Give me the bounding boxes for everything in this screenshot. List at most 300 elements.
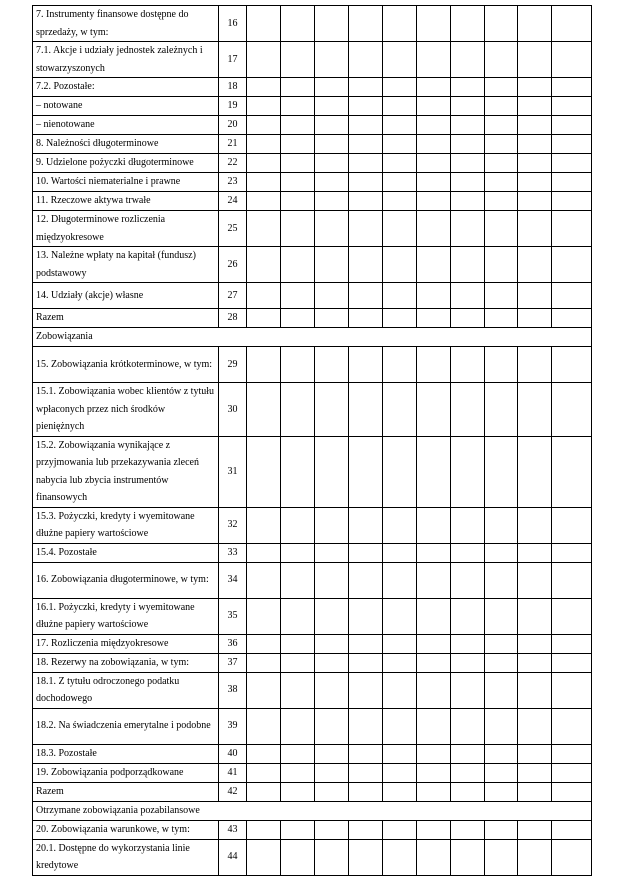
row-label: 8. Należności długoterminowe: [33, 135, 219, 154]
value-cell: [450, 78, 484, 97]
value-cell: [552, 116, 592, 135]
row-label: 20. Zobowiązania warunkowe, w tym:: [33, 820, 219, 839]
value-cell: [246, 347, 280, 383]
value-cell: [246, 634, 280, 653]
value-cell: [552, 436, 592, 507]
table-row: [33, 283, 592, 309]
table-row: [33, 116, 592, 135]
value-cell: [314, 347, 348, 383]
value-cell: [552, 708, 592, 744]
value-cell: [518, 173, 552, 192]
value-cell: [552, 347, 592, 383]
value-cell: [518, 708, 552, 744]
value-cell: [552, 211, 592, 247]
value-cell: [280, 347, 314, 383]
value-cell: [382, 543, 416, 562]
value-cell: [246, 154, 280, 173]
value-cell: [382, 598, 416, 634]
value-cell: [348, 543, 382, 562]
value-cell: [518, 97, 552, 116]
value-cell: [314, 211, 348, 247]
table-row: [33, 436, 592, 507]
value-cell: [280, 562, 314, 598]
value-cell: [314, 543, 348, 562]
table-body: [33, 6, 592, 876]
row-number: 40: [219, 744, 246, 763]
value-cell: [518, 436, 552, 507]
value-cell: [246, 598, 280, 634]
value-cell: [518, 839, 552, 875]
value-cell: [280, 173, 314, 192]
value-cell: [518, 820, 552, 839]
value-cell: [450, 436, 484, 507]
value-cell: [382, 562, 416, 598]
value-cell: [314, 78, 348, 97]
value-cell: [246, 782, 280, 801]
row-label: Razem: [33, 309, 219, 328]
value-cell: [450, 562, 484, 598]
value-cell: [348, 116, 382, 135]
row-number: 30: [219, 383, 246, 437]
value-cell: [518, 247, 552, 283]
value-cell: [314, 309, 348, 328]
value-cell: [552, 283, 592, 309]
value-cell: [450, 347, 484, 383]
value-cell: [484, 383, 518, 437]
value-cell: [552, 192, 592, 211]
row-label: – nienotowane: [33, 116, 219, 135]
value-cell: [246, 383, 280, 437]
value-cell: [518, 653, 552, 672]
value-cell: [416, 309, 450, 328]
row-label: 11. Rzeczowe aktywa trwałe: [33, 192, 219, 211]
row-label: 14. Udziały (akcje) własne: [33, 283, 219, 309]
value-cell: [280, 154, 314, 173]
row-label: 18.2. Na świadczenia emerytalne i podobne: [33, 708, 219, 744]
value-cell: [314, 653, 348, 672]
value-cell: [450, 634, 484, 653]
value-cell: [416, 383, 450, 437]
row-number: 39: [219, 708, 246, 744]
row-number: 42: [219, 782, 246, 801]
value-cell: [280, 78, 314, 97]
value-cell: [382, 135, 416, 154]
value-cell: [416, 135, 450, 154]
row-label: 10. Wartości niematerialne i prawne: [33, 173, 219, 192]
value-cell: [416, 6, 450, 42]
value-cell: [382, 839, 416, 875]
value-cell: [552, 383, 592, 437]
table-row: [33, 309, 592, 328]
value-cell: [280, 708, 314, 744]
value-cell: [314, 708, 348, 744]
table-row: [33, 78, 592, 97]
row-number: 34: [219, 562, 246, 598]
value-cell: [484, 97, 518, 116]
value-cell: [314, 116, 348, 135]
table-row: [33, 598, 592, 634]
value-cell: [280, 744, 314, 763]
value-cell: [348, 562, 382, 598]
value-cell: [518, 78, 552, 97]
value-cell: [382, 192, 416, 211]
section-header-row: [33, 801, 592, 820]
value-cell: [246, 436, 280, 507]
row-number: 21: [219, 135, 246, 154]
table-row: [33, 97, 592, 116]
value-cell: [348, 763, 382, 782]
value-cell: [348, 211, 382, 247]
value-cell: [246, 672, 280, 708]
value-cell: [314, 820, 348, 839]
value-cell: [450, 507, 484, 543]
value-cell: [450, 598, 484, 634]
value-cell: [518, 507, 552, 543]
value-cell: [450, 283, 484, 309]
value-cell: [280, 383, 314, 437]
value-cell: [484, 309, 518, 328]
value-cell: [280, 672, 314, 708]
row-label: 15.2. Zobowiązania wynikające z przyjmowania lub przekazywania zleceń nabycia lub zbycia instrumentów finansowych: [33, 436, 219, 507]
value-cell: [246, 116, 280, 135]
value-cell: [348, 247, 382, 283]
value-cell: [518, 283, 552, 309]
value-cell: [552, 6, 592, 42]
value-cell: [484, 347, 518, 383]
value-cell: [280, 42, 314, 78]
value-cell: [552, 598, 592, 634]
row-label: 12. Długoterminowe rozliczenia międzyokresowe: [33, 211, 219, 247]
row-label: 15. Zobowiązania krótkoterminowe, w tym:: [33, 347, 219, 383]
value-cell: [416, 116, 450, 135]
value-cell: [552, 839, 592, 875]
value-cell: [416, 507, 450, 543]
value-cell: [246, 507, 280, 543]
table-row: [33, 653, 592, 672]
value-cell: [280, 763, 314, 782]
value-cell: [348, 173, 382, 192]
value-cell: [450, 42, 484, 78]
value-cell: [552, 562, 592, 598]
row-label: 18. Rezerwy na zobowiązania, w tym:: [33, 653, 219, 672]
row-label: 17. Rozliczenia międzyokresowe: [33, 634, 219, 653]
value-cell: [348, 634, 382, 653]
row-number: 24: [219, 192, 246, 211]
value-cell: [518, 383, 552, 437]
value-cell: [552, 744, 592, 763]
value-cell: [484, 634, 518, 653]
value-cell: [314, 782, 348, 801]
value-cell: [382, 708, 416, 744]
value-cell: [314, 562, 348, 598]
value-cell: [246, 744, 280, 763]
value-cell: [416, 820, 450, 839]
table-row: [33, 173, 592, 192]
row-label: 18.1. Z tytułu odroczonego podatku dochodowego: [33, 672, 219, 708]
value-cell: [518, 211, 552, 247]
value-cell: [280, 116, 314, 135]
row-number: 35: [219, 598, 246, 634]
value-cell: [280, 135, 314, 154]
value-cell: [518, 309, 552, 328]
value-cell: [348, 436, 382, 507]
value-cell: [382, 507, 416, 543]
value-cell: [518, 135, 552, 154]
value-cell: [280, 309, 314, 328]
value-cell: [416, 173, 450, 192]
row-number: 29: [219, 347, 246, 383]
value-cell: [382, 820, 416, 839]
table-row: [33, 782, 592, 801]
value-cell: [518, 6, 552, 42]
row-number: 28: [219, 309, 246, 328]
table-row: [33, 211, 592, 247]
value-cell: [348, 347, 382, 383]
value-cell: [450, 247, 484, 283]
value-cell: [382, 6, 416, 42]
value-cell: [484, 173, 518, 192]
value-cell: [246, 78, 280, 97]
row-label: 7.1. Akcje i udziały jednostek zależnych i stowarzyszonych: [33, 42, 219, 78]
value-cell: [450, 135, 484, 154]
value-cell: [348, 154, 382, 173]
value-cell: [484, 78, 518, 97]
row-number: 33: [219, 543, 246, 562]
value-cell: [314, 744, 348, 763]
value-cell: [450, 97, 484, 116]
value-cell: [518, 634, 552, 653]
row-label: 16.1. Pożyczki, kredyty i wyemitowane dłużne papiery wartościowe: [33, 598, 219, 634]
value-cell: [518, 116, 552, 135]
section-label: Zobowiązania: [33, 328, 592, 347]
row-number: 23: [219, 173, 246, 192]
value-cell: [314, 634, 348, 653]
value-cell: [484, 247, 518, 283]
row-number: 25: [219, 211, 246, 247]
value-cell: [382, 782, 416, 801]
value-cell: [552, 97, 592, 116]
table-row: [33, 383, 592, 437]
value-cell: [348, 97, 382, 116]
value-cell: [416, 97, 450, 116]
value-cell: [450, 192, 484, 211]
value-cell: [416, 634, 450, 653]
row-label: 15.4. Pozostałe: [33, 543, 219, 562]
value-cell: [246, 283, 280, 309]
value-cell: [314, 598, 348, 634]
value-cell: [518, 543, 552, 562]
row-label: 13. Należne wpłaty na kapitał (fundusz) podstawowy: [33, 247, 219, 283]
value-cell: [552, 634, 592, 653]
table-row: [33, 634, 592, 653]
value-cell: [484, 653, 518, 672]
value-cell: [382, 116, 416, 135]
value-cell: [246, 211, 280, 247]
value-cell: [246, 6, 280, 42]
balance-sheet-table: [32, 5, 592, 876]
table-row: [33, 543, 592, 562]
value-cell: [450, 543, 484, 562]
table-row: [33, 154, 592, 173]
value-cell: [518, 42, 552, 78]
row-label: 15.1. Zobowiązania wobec klientów z tytułu wpłaconych przez nich środków pieniężnych: [33, 383, 219, 437]
value-cell: [348, 383, 382, 437]
value-cell: [246, 763, 280, 782]
value-cell: [416, 839, 450, 875]
value-cell: [314, 192, 348, 211]
row-number: 43: [219, 820, 246, 839]
row-number: 20: [219, 116, 246, 135]
value-cell: [484, 598, 518, 634]
value-cell: [314, 6, 348, 42]
value-cell: [450, 820, 484, 839]
value-cell: [552, 820, 592, 839]
value-cell: [246, 135, 280, 154]
row-label: 16. Zobowiązania długoterminowe, w tym:: [33, 562, 219, 598]
value-cell: [552, 247, 592, 283]
value-cell: [382, 383, 416, 437]
value-cell: [280, 283, 314, 309]
value-cell: [484, 708, 518, 744]
value-cell: [552, 154, 592, 173]
value-cell: [416, 211, 450, 247]
value-cell: [246, 820, 280, 839]
value-cell: [314, 672, 348, 708]
value-cell: [484, 6, 518, 42]
table-row: [33, 744, 592, 763]
table-row: [33, 839, 592, 875]
value-cell: [382, 247, 416, 283]
value-cell: [280, 782, 314, 801]
table-row: [33, 708, 592, 744]
value-cell: [416, 782, 450, 801]
row-label: 7.2. Pozostałe:: [33, 78, 219, 97]
value-cell: [518, 744, 552, 763]
value-cell: [484, 763, 518, 782]
value-cell: [484, 116, 518, 135]
value-cell: [280, 436, 314, 507]
value-cell: [314, 507, 348, 543]
row-label: 9. Udzielone pożyczki długoterminowe: [33, 154, 219, 173]
value-cell: [484, 42, 518, 78]
value-cell: [246, 562, 280, 598]
value-cell: [450, 154, 484, 173]
value-cell: [382, 634, 416, 653]
value-cell: [348, 135, 382, 154]
value-cell: [484, 744, 518, 763]
value-cell: [382, 763, 416, 782]
value-cell: [314, 154, 348, 173]
value-cell: [450, 211, 484, 247]
value-cell: [484, 192, 518, 211]
value-cell: [518, 598, 552, 634]
value-cell: [484, 507, 518, 543]
value-cell: [484, 211, 518, 247]
value-cell: [450, 116, 484, 135]
value-cell: [416, 247, 450, 283]
row-label: 19. Zobowiązania podporządkowane: [33, 763, 219, 782]
table-row: [33, 247, 592, 283]
value-cell: [280, 543, 314, 562]
value-cell: [450, 839, 484, 875]
value-cell: [246, 708, 280, 744]
value-cell: [416, 192, 450, 211]
value-cell: [450, 763, 484, 782]
value-cell: [416, 42, 450, 78]
value-cell: [518, 347, 552, 383]
value-cell: [280, 211, 314, 247]
value-cell: [348, 6, 382, 42]
value-cell: [552, 543, 592, 562]
value-cell: [348, 708, 382, 744]
value-cell: [416, 347, 450, 383]
row-number: 16: [219, 6, 246, 42]
value-cell: [348, 283, 382, 309]
row-label: 18.3. Pozostałe: [33, 744, 219, 763]
value-cell: [382, 154, 416, 173]
value-cell: [416, 562, 450, 598]
value-cell: [280, 192, 314, 211]
value-cell: [416, 763, 450, 782]
row-number: 22: [219, 154, 246, 173]
value-cell: [348, 839, 382, 875]
value-cell: [314, 247, 348, 283]
value-cell: [348, 78, 382, 97]
value-cell: [416, 708, 450, 744]
value-cell: [484, 283, 518, 309]
value-cell: [348, 42, 382, 78]
value-cell: [484, 543, 518, 562]
value-cell: [348, 820, 382, 839]
value-cell: [450, 672, 484, 708]
row-number: 18: [219, 78, 246, 97]
table-row: [33, 820, 592, 839]
value-cell: [552, 135, 592, 154]
value-cell: [280, 653, 314, 672]
value-cell: [246, 839, 280, 875]
value-cell: [484, 436, 518, 507]
value-cell: [552, 309, 592, 328]
value-cell: [552, 78, 592, 97]
row-number: 41: [219, 763, 246, 782]
value-cell: [518, 672, 552, 708]
value-cell: [348, 309, 382, 328]
value-cell: [314, 436, 348, 507]
row-number: 31: [219, 436, 246, 507]
value-cell: [450, 782, 484, 801]
value-cell: [552, 672, 592, 708]
value-cell: [348, 782, 382, 801]
value-cell: [484, 839, 518, 875]
value-cell: [314, 97, 348, 116]
value-cell: [246, 247, 280, 283]
value-cell: [382, 173, 416, 192]
value-cell: [416, 283, 450, 309]
value-cell: [348, 598, 382, 634]
row-number: 44: [219, 839, 246, 875]
value-cell: [416, 543, 450, 562]
value-cell: [518, 562, 552, 598]
value-cell: [416, 653, 450, 672]
value-cell: [416, 598, 450, 634]
row-number: 32: [219, 507, 246, 543]
value-cell: [382, 97, 416, 116]
value-cell: [484, 154, 518, 173]
value-cell: [484, 135, 518, 154]
value-cell: [450, 309, 484, 328]
table-row: [33, 672, 592, 708]
value-cell: [246, 653, 280, 672]
